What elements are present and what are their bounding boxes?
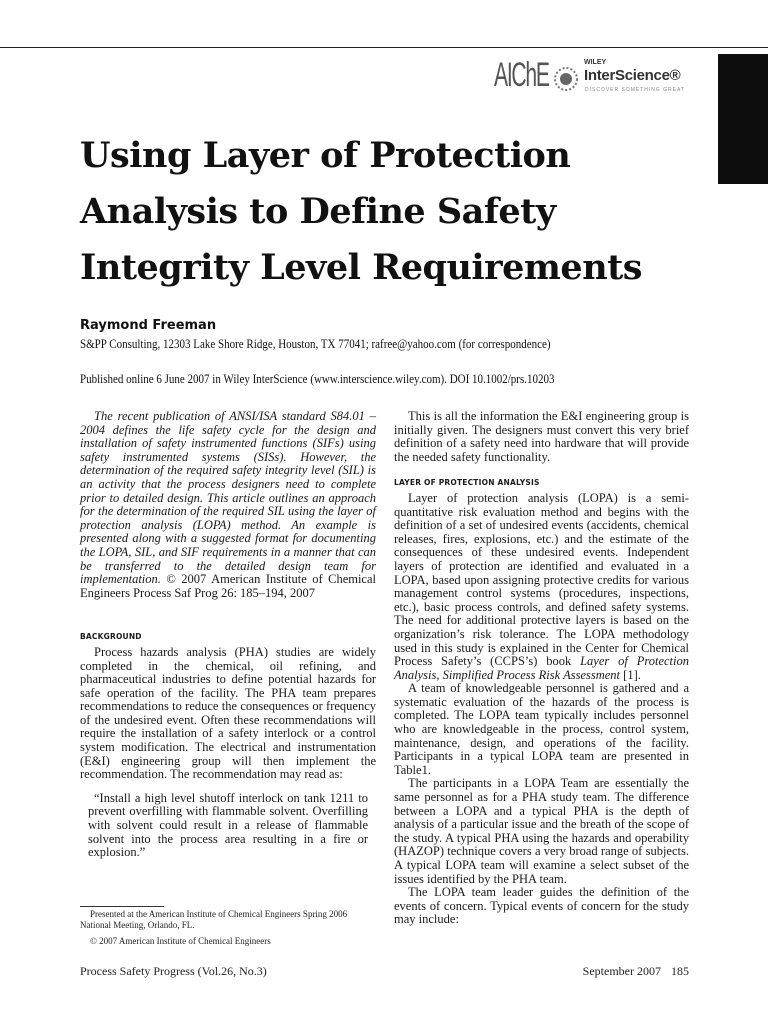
right-paragraph: This is all the information the E&I engineering group is initially given. The designers must convert this very brief definition of a safety need into hardware that will provide the needed safety functionality.: [394, 409, 689, 464]
interscience-logo: InterScience®: [584, 67, 681, 84]
issue-date: September 2007: [582, 964, 661, 978]
aiche-logo: AIChE: [494, 56, 549, 94]
title-line: Analysis to Define Safety: [80, 191, 556, 232]
reference: [1].: [620, 667, 641, 682]
date-page-footer: [583, 964, 689, 979]
abstract-text: The recent publication of ANSI/ISA standard S84.01 – 2004 defines the life safety cycle for the design and installation of safety instrumented functions (SIFs) using safety instrumented systems (SISs). However, the determination of the required safety integrity level (SIL) is an activity that the process designers need to complete prior to detailed design. This article outlines an approach for the determination of the required SIL using the layer of protection analysis (LOPA) method. An example is presented along with a suggested format for documenting the LOPA, SIL, and SIF requirements in a manner that can be transferred to the detailed design team for implementation.: [80, 409, 376, 587]
author-affiliation: S&PP Consulting, 12303 Lake Shore Ridge, Houston, TX 77041; rafree@yahoo.com (for correspondence): [80, 337, 551, 351]
copyright-footnote: © 2007 American Institute of Chemical Engineers: [90, 936, 271, 946]
journal-footer: Process Safety Progress (Vol.26, No.3): [80, 964, 267, 978]
title-line: Using Layer of Protection: [80, 135, 571, 176]
author-name: Raymond Freeman: [80, 318, 217, 333]
header-rule: [0, 47, 768, 48]
article-title: [80, 128, 700, 296]
lopa-paragraph-4: The LOPA team leader guides the definition of the events of concern. Typical events of concern for the study may include:: [394, 885, 689, 927]
footnote-rule: [80, 906, 164, 907]
lopa-text: Layer of protection analysis (LOPA) is a semi-quantitative risk evaluation method and begins with the definition of a set of undesired events (accidents, chemical releases, fires, explosions, etc.) and the estimate of the consequences of these undesired events. Independent layers of protection are identified and evaluated in a LOPA, based upon assigning protective credits for various management control systems (procedures, inspections, etc.), basic process controls, and defined safety systems. The need for additional protective layers is based on the organization’s risk tolerance. The LOPA methodology used in this study is explained in the Center for Chemical Process Safety’s (CCPS’s) book: [394, 490, 689, 669]
left-column: [80, 410, 376, 860]
background-heading: BACKGROUND: [80, 632, 142, 642]
presented-footnote: Presented at the American Institute of Chemical Engineers Spring 2006 National Meeting, Orlando, FL.: [80, 909, 348, 930]
wiley-globe-icon: [553, 66, 579, 92]
lopa-heading: LAYER OF PROTECTION ANALYSIS: [394, 478, 540, 488]
recommendation-quote: [88, 792, 368, 860]
abstract-copyright: © 2007 American Institute of Chemical Engineers Process Saf Prog 26: 185–194, 2007: [80, 572, 377, 600]
title-line: Integrity Level Requirements: [80, 247, 643, 288]
abstract: [80, 410, 376, 600]
page-number: 185: [671, 964, 689, 978]
lopa-paragraph-3: The participants in a LOPA Team are essentially the same personnel as for a PHA study team. The difference between a LOPA and a typical PHA is the depth of analysis of a particular issue and the breath of the scope of the study. A typical PHA using the hazards and operability (HAZOP) technique covers a very broad range of subjects. A typical LOPA team will examine a select subset of the issues identified by the PHA team.: [394, 776, 689, 886]
book-title: Layer of Protection Analysis, Simplified Process Risk Assessment: [394, 654, 689, 682]
lopa-paragraph-1: [394, 492, 689, 682]
footnotes: [80, 909, 376, 953]
interscience-tagline: DISCOVER SOMETHING GREAT: [585, 87, 686, 93]
page-edge-tab: [718, 54, 768, 184]
lopa-paragraph-2: A team of knowledgeable personnel is gathered and a systematic evaluation of the hazards of the process is completed. The LOPA team typically includes personnel who are knowledgeable in the process, control system, maintenance, design, and operations of the facility. Participants in a typical LOPA team are presented in Table1.: [394, 681, 689, 777]
right-column: [394, 410, 689, 927]
wiley-logo: WILEY: [584, 59, 607, 66]
publication-info: Published online 6 June 2007 in Wiley InterScience (www.interscience.wiley.com). DOI 10.1002/prs.10203: [80, 372, 555, 386]
background-paragraph: Process hazards analysis (PHA) studies are widely completed in the chemical, oil refining, and pharmaceutical industries to define potential hazards for safe operation of the facility. The PHA team prepares recommendations to reduce the consequences or frequency of the undesired event. Often these recommendations will require the installation of a safety interlock or a control system modification. The electrical and instrumentation (E&I) engineering group will then implement the recommendation. The recommendation may read as:: [80, 644, 376, 782]
quote-text: “Install a high level shutoff interlock on tank 1211 to prevent overfilling with flammable solvent. Overfilling with solvent could result in a release of flammable solvent into the process area resulting in a fire or explosion.”: [88, 790, 368, 860]
